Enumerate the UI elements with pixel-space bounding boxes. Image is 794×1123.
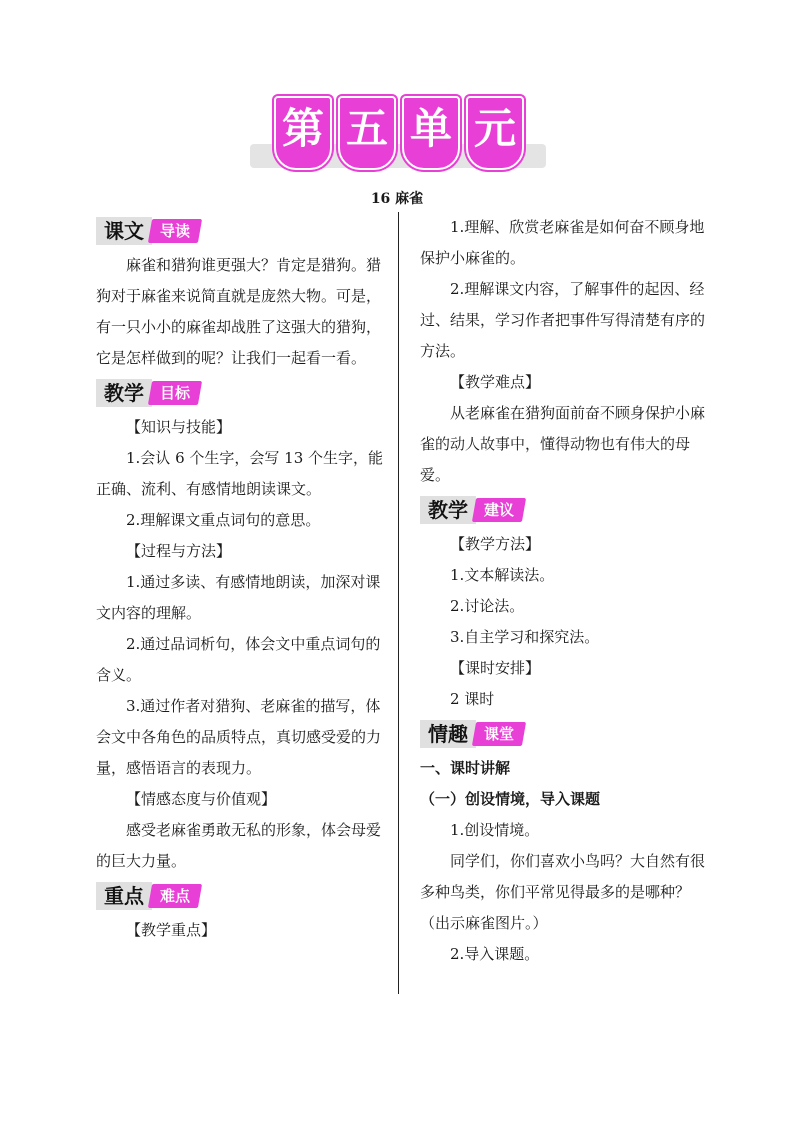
item-zhongdian-2: 2.理解课文内容，了解事件的起因、经过、结果，学习作者把事件写得清楚有序的方法。 [420, 280, 706, 360]
banner-char-1: 第 [274, 96, 332, 170]
subhead-nandian: 【教学难点】 [450, 373, 541, 391]
heading-chuangshe: （一）创设情境，导入课题 [420, 790, 601, 808]
item-guocheng-1: 1.通过多读、有感情地朗读，加深对课文内容的理解。 [96, 573, 381, 622]
subhead-zhishi: 【知识与技能】 [126, 418, 232, 436]
section-head-main: 情趣 [420, 720, 476, 748]
section-head-main: 教学 [96, 379, 152, 407]
section-head-tag: 导读 [148, 219, 202, 243]
item-zhishi-1: 1.会认 6 个生字，会写 13 个生字，能正确、流利、有感情地朗读课文。 [96, 449, 384, 498]
unit-banner [250, 96, 546, 171]
banner-char-4: 元 [466, 96, 524, 170]
section-head-jianyi [420, 495, 710, 525]
left-column [96, 212, 388, 946]
section-head-tag: 难点 [148, 884, 202, 908]
item-guocheng-3: 3.通过作者对猎狗、老麻雀的描写，体会文中各角色的品质特点，真切感受爱的力量，感悟语言的表现力。 [96, 697, 382, 777]
item-nandian-1: 从老麻雀在猎狗面前奋不顾身保护小麻雀的动人故事中，懂得动物也有伟大的母爱。 [420, 404, 706, 484]
subhead-qinggan: 【情感态度与价值观】 [126, 790, 277, 808]
item-fangfa-2: 2.讨论法。 [450, 597, 525, 615]
banner-char-3: 单 [402, 96, 460, 170]
subhead-guocheng: 【过程与方法】 [126, 542, 232, 560]
item-zhongdian-1: 1.理解、欣赏老麻雀是如何奋不顾身地保护小麻雀的。 [420, 218, 705, 267]
item-step-2: 2.导入课题。 [450, 945, 540, 963]
item-fangfa-3: 3.自主学习和探究法。 [450, 628, 600, 646]
section-head-main: 重点 [96, 882, 152, 910]
subhead-zhongdian: 【教学重点】 [126, 921, 217, 939]
section-head-main: 教学 [420, 496, 476, 524]
heading-keshi-jiangjie: 一、课时讲解 [420, 759, 511, 777]
item-guocheng-2: 2.通过品词析句，体会文中重点词句的含义。 [96, 635, 381, 684]
subhead-keshi: 【课时安排】 [450, 659, 541, 677]
section-head-tag: 目标 [148, 381, 202, 405]
section-head-tag: 建议 [472, 498, 526, 522]
section-head-main: 课文 [96, 217, 152, 245]
section-head-ketang [420, 719, 710, 749]
subhead-fangfa: 【教学方法】 [450, 535, 541, 553]
lesson-title: 16 麻雀 [370, 191, 424, 207]
column-divider [398, 212, 399, 994]
section-head-jiaoxue-mubiao [96, 378, 388, 408]
banner-char-2: 五 [338, 96, 396, 170]
item-keshi-1: 2 课时 [450, 690, 495, 708]
right-column [420, 212, 710, 970]
intro-paragraph: 麻雀和猎狗谁更强大？肯定是猎狗。猎狗对于麻雀来说简直就是庞然大物。可是，有一只小小的麻雀却战胜了这强大的猎狗，它是怎样做到的呢？让我们一起看一看。 [96, 256, 382, 367]
step-1-text: 同学们，你们喜欢小鸟吗？大自然有很多种鸟类，你们平常见得最多的是哪种？（出示麻雀图片。） [420, 852, 706, 932]
section-head-kewen [96, 216, 388, 246]
item-qinggan-1: 感受老麻雀勇敢无私的形象，体会母爱的巨大力量。 [96, 821, 382, 870]
section-head-zhongdian [96, 881, 388, 911]
item-step-1: 1.创设情境。 [450, 821, 540, 839]
item-zhishi-2: 2.理解课文重点词句的意思。 [126, 511, 321, 529]
item-fangfa-1: 1.文本解读法。 [450, 566, 555, 584]
section-head-tag: 课堂 [472, 722, 526, 746]
